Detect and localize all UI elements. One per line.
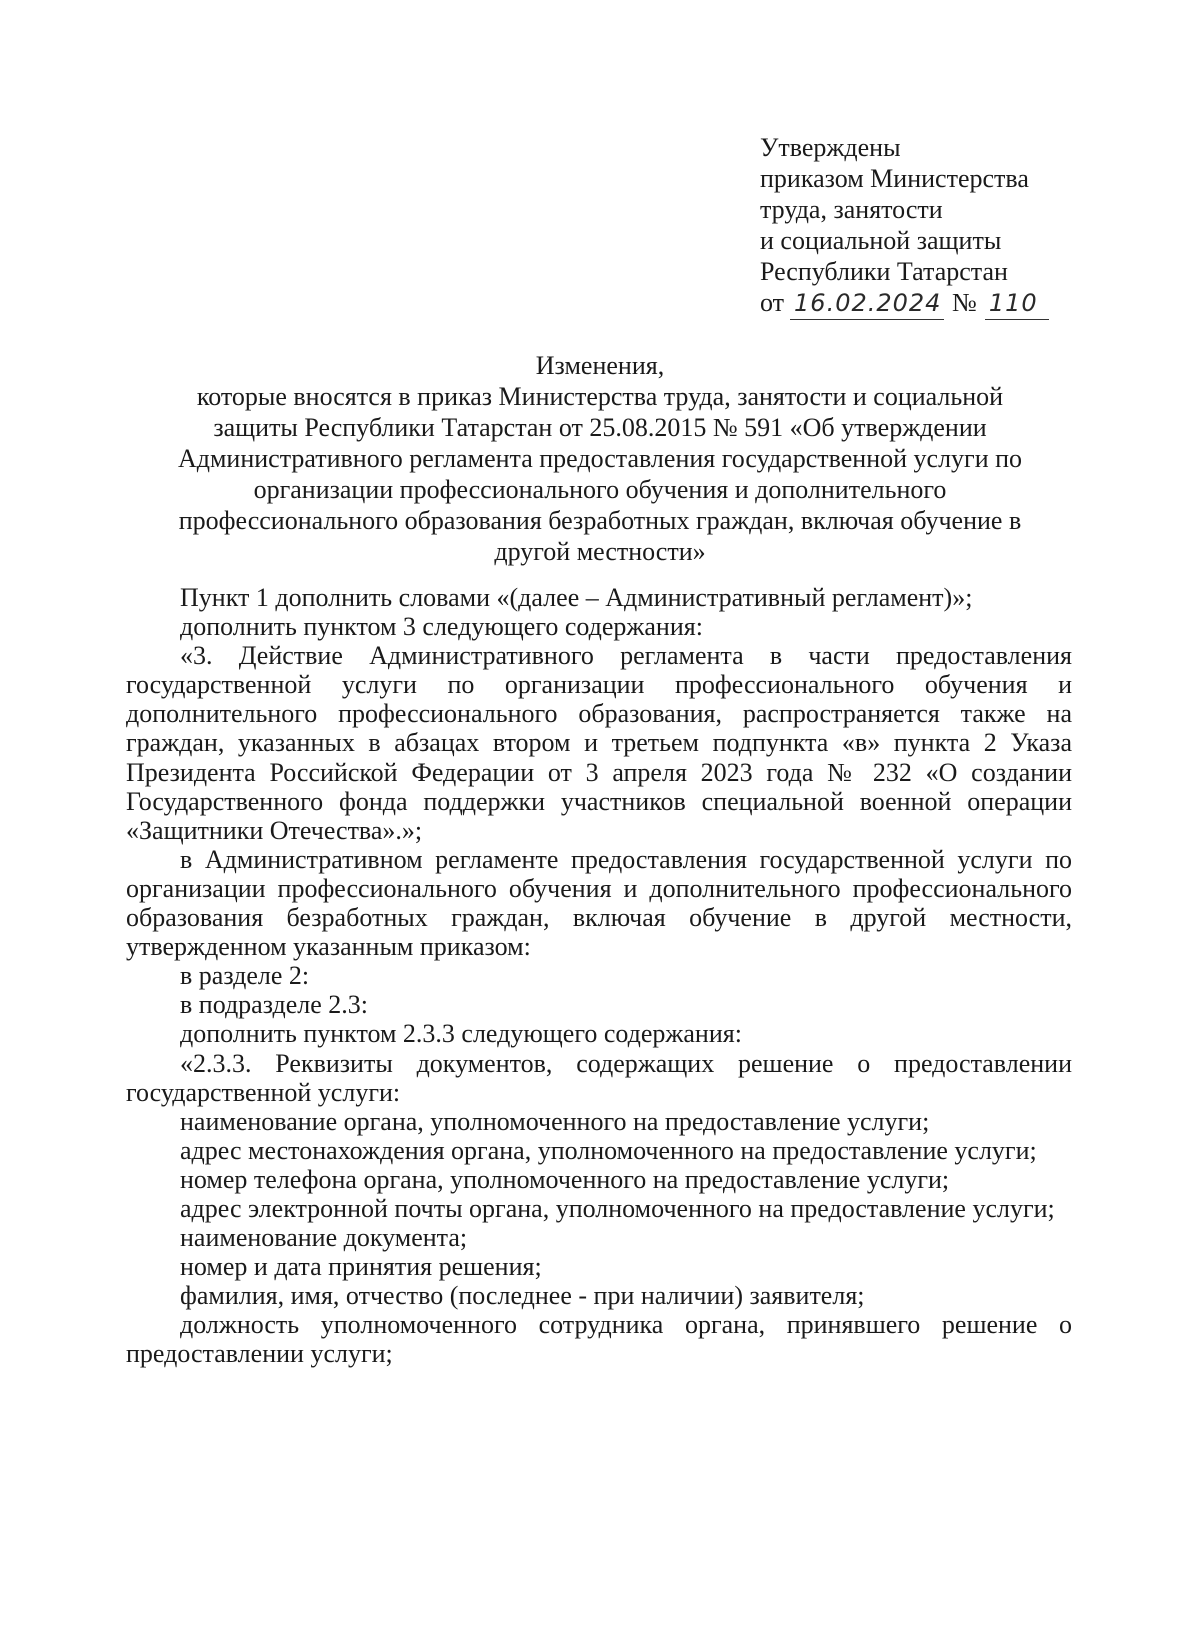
approval-line-3: труда, занятости — [760, 195, 943, 224]
title-line-2: которые вносятся в приказ Министерства труда, занятости и социальной — [196, 382, 1004, 411]
handwritten-date: 16.02.2024 — [790, 288, 944, 320]
paragraph: номер и дата принятия решения; — [180, 1252, 542, 1282]
paragraph: наименование органа, уполномоченного на предоставление услуги; — [180, 1106, 930, 1136]
title-line-3: защиты Республики Татарстан от 25.08.2015 № 591 «Об утверждении — [213, 413, 987, 442]
approval-line-1: Утверждены — [760, 133, 901, 162]
paragraph: в подразделе 2.3: — [180, 990, 369, 1020]
paragraph: фамилия, имя, отчество (последнее - при наличии) заявителя; — [180, 1281, 865, 1311]
number-label: № — [952, 288, 977, 317]
paragraph: дополнить пунктом 2.3.3 следующего содержания: — [180, 1019, 742, 1049]
title-line-1: Изменения, — [535, 351, 665, 380]
approval-line-2: приказом Министерства — [760, 164, 1029, 193]
paragraph: наименование документа; — [180, 1223, 468, 1253]
approval-line-5: Республики Татарстан — [760, 257, 1008, 286]
paragraph: адрес электронной почты органа, уполномоченного на предоставление услуги; — [180, 1193, 1055, 1223]
approval-block — [760, 132, 1080, 320]
paragraph: номер телефона органа, уполномоченного на предоставление услуги; — [180, 1164, 950, 1194]
paragraph: адрес местонахождения органа, уполномоченного на предоставление услуги; — [180, 1135, 1037, 1165]
handwritten-number: 110 — [985, 288, 1049, 320]
paragraph: «2.3.3. Реквизиты документов, содержащих решение о предоставлении государственной услуги: — [126, 1048, 1072, 1107]
paragraph: дополнить пунктом 3 следующего содержания: — [180, 612, 703, 642]
title-line-7: другой местности» — [494, 537, 706, 566]
approval-line-4: и социальной защиты — [760, 226, 1002, 255]
paragraph: должность уполномоченного сотрудника органа, принявшего решение о предоставлении услуги; — [126, 1310, 1072, 1369]
document-body — [126, 583, 1072, 1369]
paragraph: «3. Действие Административного регламента в части предоставления государственной услуги по организации профессионального обучения и дополнительного профессионального образования, распространяется также на граждан, указанных в абзацах втором и третьем подпункта «в» пункта 2 Указа Президента Российской Федерации от 3 апреля 2023 года № 232 «О создании Государственного фонда поддержки участников специальной военной операции «Защитники Отечества».»; — [126, 641, 1072, 845]
title-line-4: Административного регламента предоставления государственной услуги по — [177, 444, 1023, 473]
from-label: от — [760, 288, 785, 317]
paragraph: в разделе 2: — [180, 961, 310, 991]
title-line-5: организации профессионального обучения и дополнительного — [253, 475, 947, 504]
document-title — [120, 350, 1080, 567]
title-line-6: профессионального образования безработных граждан, включая обучение в — [178, 506, 1022, 535]
paragraph: Пункт 1 дополнить словами «(далее – Административный регламент)»; — [180, 583, 973, 612]
paragraph: в Административном регламенте предоставления государственной услуги по организации профессионального обучения и дополнительного профессионального образования безработных граждан, включая обучение в другой местности, утвержденном указанным приказом: — [126, 844, 1072, 962]
approval-date-number-row — [760, 287, 1080, 320]
